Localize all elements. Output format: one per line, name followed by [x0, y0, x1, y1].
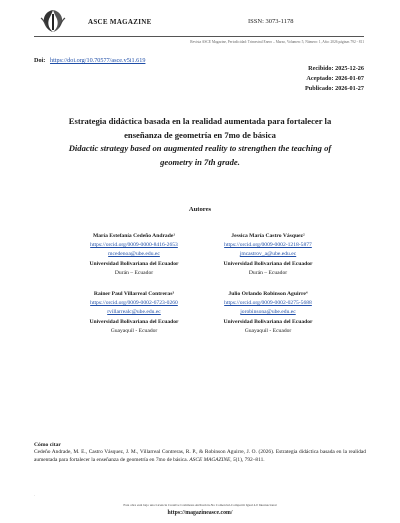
cite-volume: 5 — [232, 456, 236, 463]
author-university: Universidad Bolivariana del Ecuador — [223, 318, 313, 325]
article-title — [34, 115, 366, 169]
doi-label: Doi: — [34, 57, 46, 64]
received-date: Recibido: 2025-12-26 — [308, 65, 364, 72]
author-location: Durán – Ecuador — [248, 269, 288, 276]
author-orcid-link[interactable]: https://orcid.org/0009-0000-8416-2653 — [90, 242, 178, 249]
journal-name: ASCE MAGAZINE — [88, 18, 152, 26]
author-location: Guayaquil - Ecuador — [110, 327, 158, 334]
title-es-line-1: Estrategia didáctica basada en la realidad aumentada para fortalecer la — [68, 116, 332, 126]
title-en-line-1: Didactic strategy based on augmented reality to strengthen the teaching of — [68, 143, 332, 153]
publication-dates — [305, 64, 364, 94]
author-block — [184, 232, 352, 278]
author-email-link[interactable]: jmcastrov_a@ube.edu.ec — [239, 251, 297, 258]
author-university: Universidad Bolivariana del Ecuador — [223, 260, 313, 267]
accepted-date: Aceptado: 2026-01-07 — [306, 75, 364, 82]
header-divider — [34, 36, 364, 37]
title-en-line-2: geometry in 7th grade. — [160, 156, 240, 167]
license-notice: Esta obra está bajo una Licencia Creative Commons Atribución-No Comercial-Compartir Igual 4.0 Internacional — [123, 503, 277, 507]
how-to-cite-text: Cedeño Andrade, M. E., Castro Vásquez, J. M., Villarreal Contreras, R. P., & Robinson Aguirre, J. O. (2026). Estrategia didáctica basada en la realidad aumentada para fortalecer la enseñanza de geometría en 7mo de básica. ASCE MAGAZINE, 5(1), 792–811. — [34, 449, 366, 463]
how-to-cite-heading: Cómo citar — [34, 442, 61, 448]
title-es-line-2: enseñanza de geometría en 7mo de básica — [124, 129, 276, 140]
author-name: Rainer Paul Villarreal Contreras³ — [93, 291, 175, 297]
page-mark: . — [34, 492, 35, 497]
author-orcid-link[interactable]: https://orcid.org/0009-0002-6723-0260 — [90, 300, 178, 307]
author-location: Durán – Ecuador — [114, 269, 154, 276]
doi-link[interactable]: https://doi.org/10.70577/asce.v5i1.619 — [49, 57, 146, 64]
journal-logo-icon — [38, 8, 68, 34]
author-email-link[interactable]: jorobinsona@ube.edu.ec — [240, 309, 296, 316]
author-block — [184, 290, 352, 336]
author-university: Universidad Bolivariana del Ecuador — [89, 318, 179, 325]
authors-heading: Autores — [188, 206, 212, 213]
author-name: Jessica María Castro Vásquez² — [231, 233, 305, 239]
author-university: Universidad Bolivariana del Ecuador — [89, 260, 179, 267]
author-name: Julio Orlando Robinson Aguirre⁴ — [228, 291, 308, 297]
journal-url-link[interactable]: https://magazineasce.com/ — [167, 510, 233, 516]
author-orcid-link[interactable]: https://orcid.org/0009-0002-1218-5877 — [224, 242, 312, 249]
cite-text-body: Cedeño Andrade, M. E., Castro Vásquez, J. M., Villarreal Contreras, R. P., & Robinson Aguirre, J. O. (2026). Estrategia didáctica basada en la realidad aumentada para fortalecer la enseñanza de geometría en 7mo de básica. — [34, 449, 366, 463]
author-email-link[interactable]: rvillarrealc@ube.edu.ec — [107, 309, 161, 316]
cite-issue-pages: (1), 792–811. — [235, 456, 265, 463]
author-email-link[interactable]: mcedenoa@ube.edu.ec — [108, 251, 160, 258]
journal-header — [0, 6, 400, 36]
cite-journal: ASCE MAGAZINE — [189, 456, 231, 463]
author-orcid-link[interactable]: https://orcid.org/0009-0002-0275-5688 — [224, 300, 312, 307]
author-name: María Estefanía Cedeño Andrade¹ — [92, 233, 175, 239]
author-location: Guayaquil - Ecuador — [244, 327, 292, 334]
doi — [34, 57, 145, 64]
journal-citation-line: Revista ASCE Magazine, Periodicidad: Trimestral Enero – Marzo, Volumen: 5, Número: 1, Año: 2026 páginas 792 - 811 — [190, 40, 364, 44]
issn: ISSN: 3073-1178 — [248, 18, 294, 25]
published-date: Publicado: 2026-01-27 — [305, 85, 364, 92]
